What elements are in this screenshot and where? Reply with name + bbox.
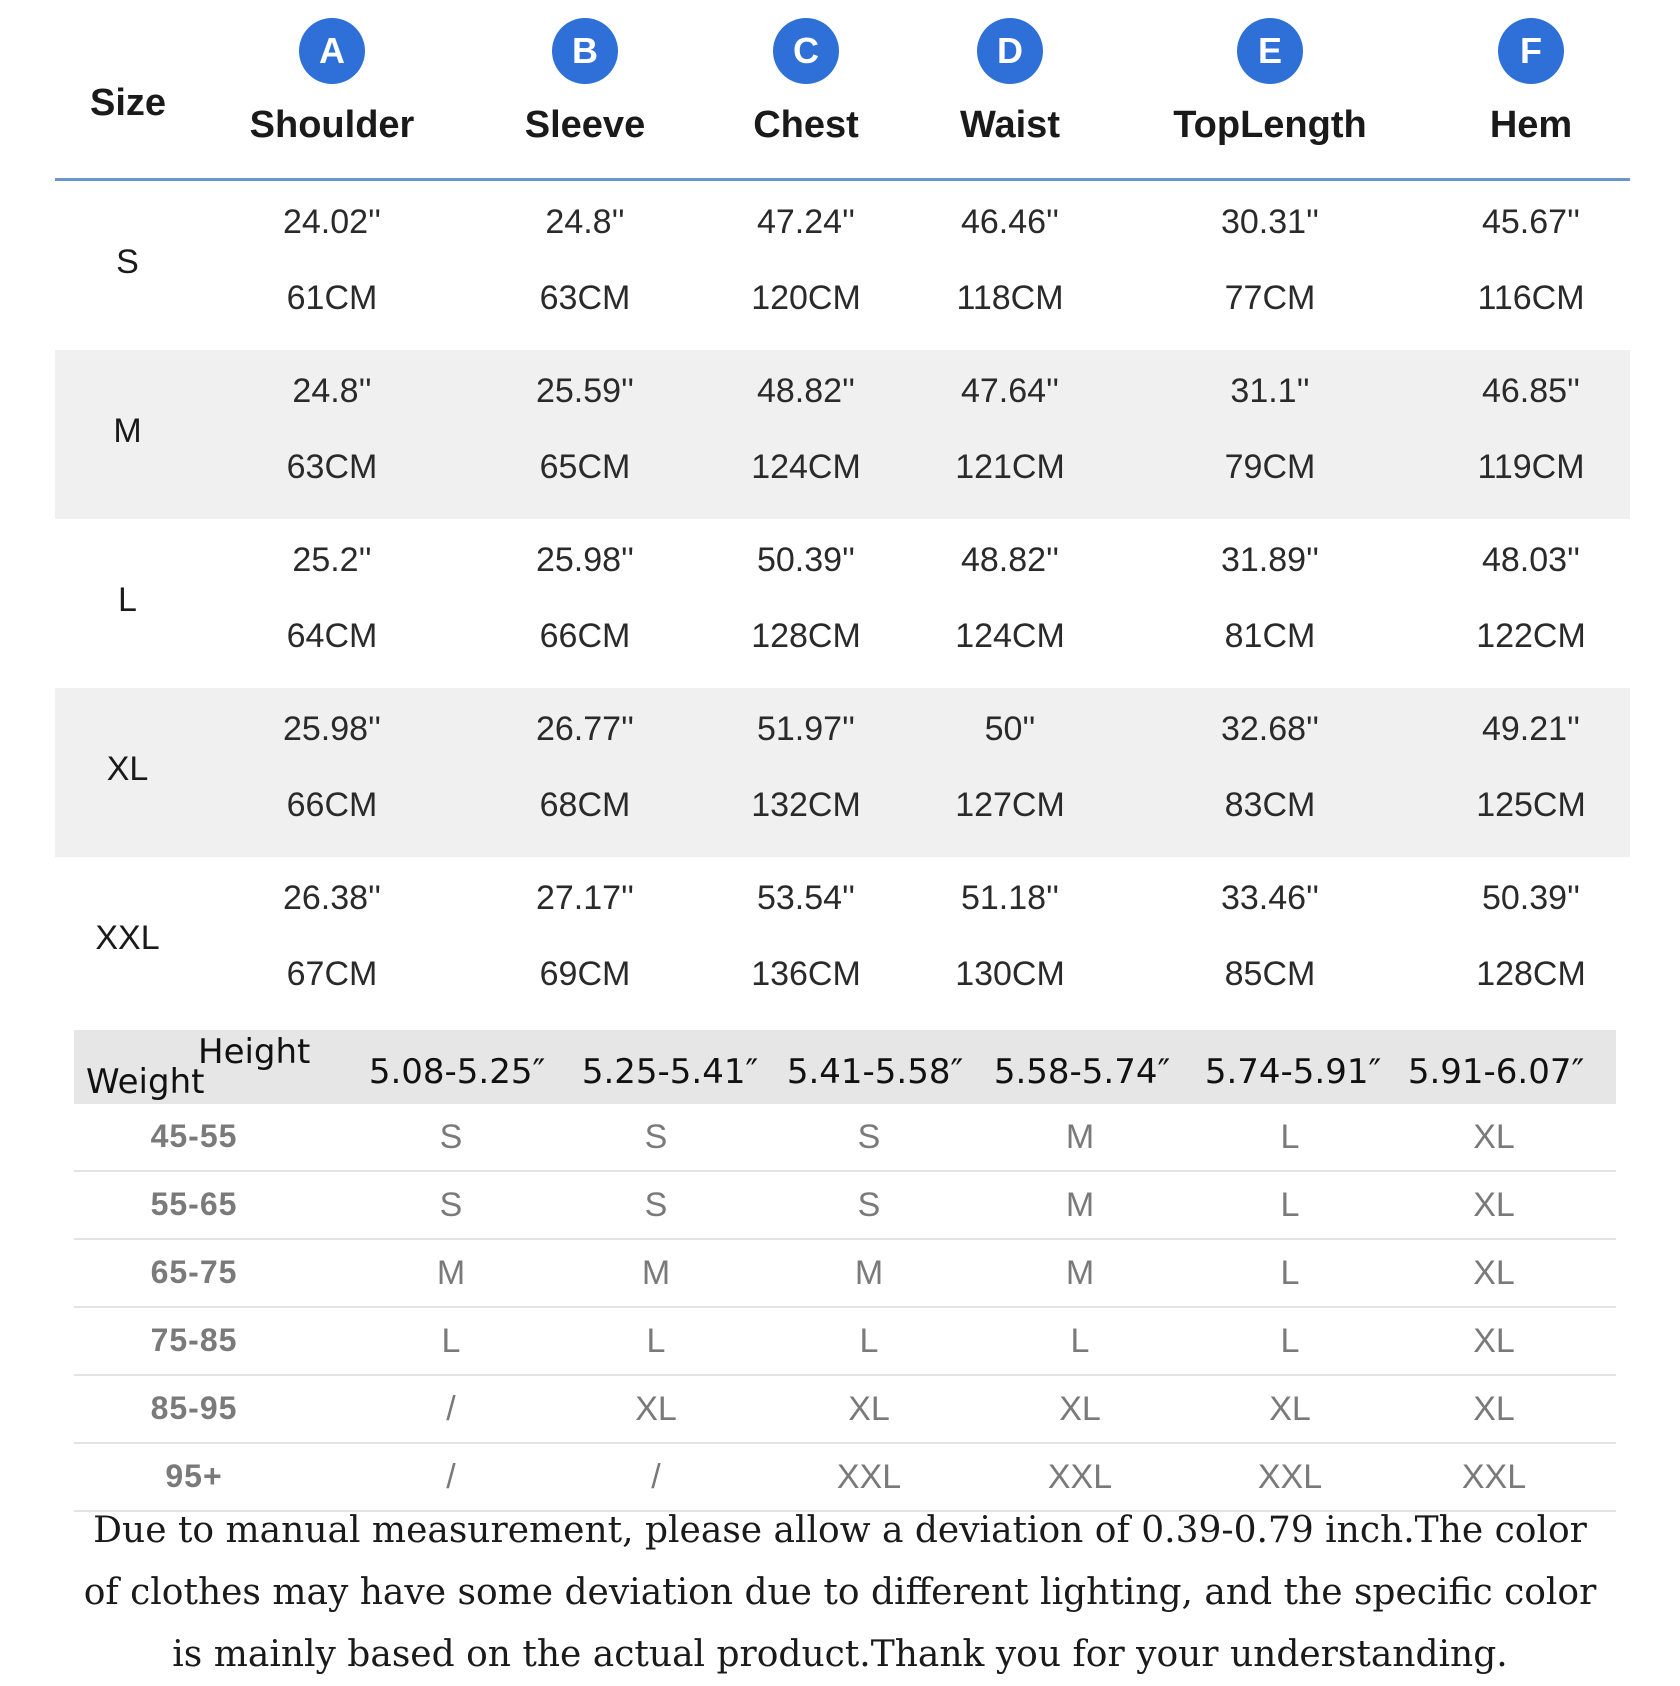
toplength-inch: 33.46'' (1220, 879, 1320, 917)
size-row-xl (55, 688, 1630, 857)
fit-size: XXL (1461, 1458, 1527, 1496)
column-toplength (1150, 18, 1390, 147)
toplength-cm: 79CM (1224, 448, 1316, 486)
column-label-waist: Waist (960, 104, 1060, 146)
hem-inch: 49.21'' (1481, 710, 1581, 748)
fit-size: L (646, 1322, 666, 1360)
hem-cm: 128CM (1476, 955, 1586, 993)
toplength-cm: 77CM (1224, 279, 1316, 317)
disclaimer-line: is mainly based on the actual product.Thank you for your understanding. (172, 1634, 1508, 1675)
shoulder-cm: 64CM (286, 617, 378, 655)
toplength-cm: 81CM (1224, 617, 1316, 655)
fit-size: L (1280, 1186, 1300, 1224)
badge-f: F (1498, 18, 1564, 84)
fit-size: XL (1473, 1322, 1515, 1360)
fit-size: L (1070, 1322, 1090, 1360)
height-range: 5.74-5.91″ (1204, 1052, 1382, 1092)
fit-size: S (857, 1118, 881, 1156)
column-shoulder (212, 18, 452, 147)
height-range: 5.58-5.74″ (993, 1052, 1171, 1092)
fit-size: XL (1059, 1390, 1101, 1428)
size-name: L (118, 581, 137, 619)
fit-size: M (436, 1254, 466, 1292)
fit-size: M (854, 1254, 884, 1292)
height-range: 5.25-5.41″ (581, 1052, 759, 1092)
toplength-inch: 31.1'' (1230, 372, 1310, 410)
fit-size: XL (1473, 1254, 1515, 1292)
column-hem (1411, 18, 1651, 147)
waist-cm: 118CM (956, 279, 1064, 317)
fit-size: S (644, 1186, 668, 1224)
shoulder-inch: 25.98'' (282, 710, 382, 748)
fit-size: L (441, 1322, 461, 1360)
chest-inch: 53.54'' (756, 879, 856, 917)
column-label-chest: Chest (753, 104, 859, 146)
hem-inch: 50.39'' (1481, 879, 1581, 917)
size-row-m (55, 350, 1630, 519)
shoulder-cm: 61CM (286, 279, 378, 317)
size-name: XL (106, 750, 149, 788)
waist-cm: 130CM (955, 955, 1065, 993)
weight-range: 75-85 (150, 1322, 238, 1358)
weight-range: 65-75 (150, 1254, 238, 1290)
toplength-cm: 83CM (1224, 786, 1316, 824)
chest-inch: 51.97'' (756, 710, 856, 748)
waist-cm: 124CM (955, 617, 1065, 655)
sleeve-cm: 65CM (539, 448, 631, 486)
height-corner-label: Height (198, 1032, 311, 1072)
fit-size: XXL (1257, 1458, 1323, 1496)
fit-table-header (74, 1030, 1616, 1104)
chest-cm: 128CM (751, 617, 861, 655)
fit-size: M (1065, 1118, 1095, 1156)
fit-size: / (446, 1458, 456, 1496)
badge-e: E (1237, 18, 1303, 84)
sleeve-inch: 26.77'' (535, 710, 635, 748)
column-sleeve (465, 18, 705, 147)
chest-inch: 47.24'' (756, 203, 856, 241)
height-range: 5.41-5.58″ (786, 1052, 964, 1092)
hem-cm: 119CM (1477, 448, 1585, 486)
hem-cm: 125CM (1476, 786, 1586, 824)
chest-cm: 124CM (751, 448, 861, 486)
size-row-xxl (55, 857, 1630, 1026)
size-name: S (116, 243, 139, 281)
fit-size: M (641, 1254, 671, 1292)
column-label-shoulder: Shoulder (249, 104, 415, 146)
fit-size: S (439, 1186, 463, 1224)
fit-row-45-55 (74, 1104, 1616, 1172)
measure-table-header (55, 0, 1630, 181)
size-name: XXL (95, 919, 160, 957)
column-waist (890, 18, 1130, 147)
fit-size: / (651, 1458, 661, 1496)
fit-row-85-95 (74, 1376, 1616, 1444)
size-column-title: Size (90, 82, 167, 124)
shoulder-cm: 66CM (286, 786, 378, 824)
disclaimer-line: of clothes may have some deviation due to different lighting, and the specific color (83, 1572, 1597, 1613)
badge-b: B (552, 18, 618, 84)
fit-size: S (644, 1118, 668, 1156)
waist-inch: 47.64'' (960, 372, 1060, 410)
toplength-inch: 30.31'' (1220, 203, 1320, 241)
column-label-hem: Hem (1489, 104, 1573, 146)
fit-size: / (446, 1390, 456, 1428)
shoulder-cm: 67CM (286, 955, 378, 993)
size-row-l (55, 519, 1630, 688)
hem-cm: 122CM (1476, 617, 1586, 655)
sleeve-inch: 25.98'' (535, 541, 635, 579)
weight-range: 55-65 (150, 1186, 238, 1222)
fit-row-65-75 (74, 1240, 1616, 1308)
sleeve-cm: 68CM (539, 786, 631, 824)
fit-size: XL (848, 1390, 890, 1428)
fit-size: XXL (836, 1458, 902, 1496)
fit-size: L (1280, 1322, 1300, 1360)
size-name: M (113, 412, 142, 450)
fit-size: XL (1269, 1390, 1311, 1428)
toplength-cm: 85CM (1224, 955, 1316, 993)
weight-range: 95+ (165, 1458, 223, 1494)
sleeve-inch: 24.8'' (545, 203, 625, 241)
column-label-sleeve: Sleeve (524, 104, 646, 146)
fit-size: S (439, 1118, 463, 1156)
sleeve-cm: 69CM (539, 955, 631, 993)
hem-inch: 45.67'' (1481, 203, 1581, 241)
waist-inch: 48.82'' (960, 541, 1060, 579)
fit-size: XXL (1047, 1458, 1113, 1496)
height-range: 5.08-5.25″ (368, 1052, 546, 1092)
fit-size: XL (1473, 1118, 1515, 1156)
fit-size: L (859, 1322, 879, 1360)
shoulder-cm: 63CM (286, 448, 378, 486)
sleeve-inch: 25.59'' (535, 372, 635, 410)
chest-cm: 120CM (751, 279, 861, 317)
weight-range: 45-55 (150, 1118, 238, 1154)
shoulder-inch: 24.8'' (292, 372, 372, 410)
shoulder-inch: 24.02'' (282, 203, 382, 241)
sleeve-cm: 66CM (539, 617, 631, 655)
sleeve-inch: 27.17'' (535, 879, 635, 917)
height-range: 5.91-6.07″ (1407, 1052, 1585, 1092)
hem-inch: 46.85'' (1481, 372, 1581, 410)
toplength-inch: 32.68'' (1220, 710, 1320, 748)
badge-d: D (977, 18, 1043, 84)
chest-cm: 136CM (751, 955, 861, 993)
toplength-inch: 31.89'' (1220, 541, 1320, 579)
disclaimer-line: Due to manual measurement, please allow a deviation of 0.39-0.79 inch.The color (93, 1510, 1587, 1551)
fit-row-75-85 (74, 1308, 1616, 1376)
weight-range: 85-95 (150, 1390, 238, 1426)
weight-corner-label: Weight (86, 1062, 205, 1102)
hem-cm: 116CM (1477, 279, 1585, 317)
fit-size: L (1280, 1118, 1300, 1156)
fit-size: L (1280, 1254, 1300, 1292)
waist-inch: 51.18'' (960, 879, 1060, 917)
shoulder-inch: 26.38'' (282, 879, 382, 917)
badge-a: A (299, 18, 365, 84)
sleeve-cm: 63CM (539, 279, 631, 317)
chest-inch: 48.82'' (756, 372, 856, 410)
measurement-disclaimer (10, 1500, 1670, 1686)
shoulder-inch: 25.2'' (292, 541, 372, 579)
fit-size: M (1065, 1254, 1095, 1292)
fit-size: M (1065, 1186, 1095, 1224)
waist-cm: 127CM (955, 786, 1065, 824)
chest-cm: 132CM (751, 786, 861, 824)
badge-c: C (773, 18, 839, 84)
fit-size: XL (635, 1390, 677, 1428)
hem-inch: 48.03'' (1481, 541, 1581, 579)
fit-size: XL (1473, 1390, 1515, 1428)
waist-inch: 50'' (984, 710, 1036, 748)
fit-size: XL (1473, 1186, 1515, 1224)
column-label-toplength: TopLength (1173, 104, 1367, 146)
waist-inch: 46.46'' (960, 203, 1060, 241)
waist-cm: 121CM (955, 448, 1065, 486)
fit-row-55-65 (74, 1172, 1616, 1240)
size-row-s (55, 181, 1630, 350)
fit-size: S (857, 1186, 881, 1224)
chest-inch: 50.39'' (756, 541, 856, 579)
